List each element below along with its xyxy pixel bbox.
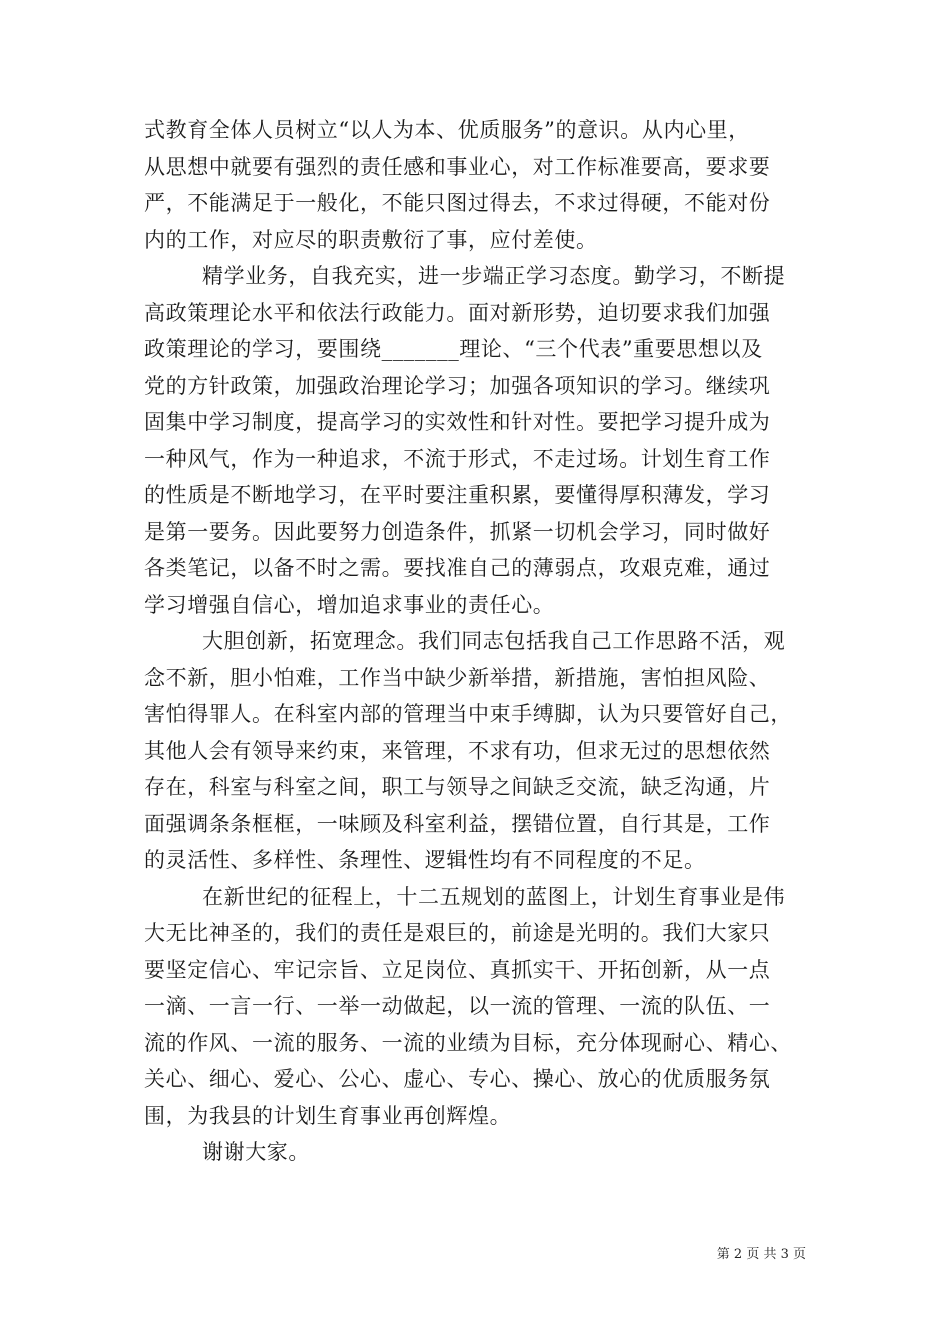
text-line: 围，为我县的计划生育事业再创辉煌。 — [144, 1103, 512, 1128]
paragraph — [144, 879, 824, 1135]
text-line: 谢谢大家。 — [202, 1140, 310, 1164]
text-line: 存在，科室与科室之间，职工与领导之间缺乏交流，缺乏沟通，片 — [144, 775, 771, 799]
text-line: 政策理论的学习，要围绕_______理论、“三个代表”重要思想以及 — [144, 337, 763, 361]
text-line: 从思想中就要有强烈的责任感和事业心，对工作标准要高，要求要 — [144, 154, 771, 179]
text-line: 念不新，胆小怕难，工作当中缺少新举措，新措施，害怕担风险、 — [144, 665, 771, 690]
text-line: 党的方针政策，加强政治理论学习；加强各项知识的学习。继续巩 — [144, 373, 771, 398]
paragraph — [144, 623, 824, 879]
text-line: 式教育全体人员树立“以人为本、优质服务”的意识。从内心里， — [144, 118, 750, 142]
text-line: 各类笔记，以备不时之需。要找准自己的薄弱点，攻艰克难，通过 — [144, 556, 771, 580]
text-line: 的灵活性、多样性、条理性、逻辑性均有不同程度的不足。 — [144, 848, 706, 872]
text-line: 内的工作，对应尽的职责敷衍了事，应付差使。 — [144, 227, 598, 252]
text-line: 害怕得罪人。在科室内部的管理当中束手缚脚，认为只要管好自己， — [144, 702, 792, 726]
text-line: 流的作风、一流的服务、一流的业绩为目标，充分体现耐心、精心、 — [144, 1030, 792, 1055]
text-line: 一滴、一言一行、一举一动做起，以一流的管理、一流的队伍、一 — [144, 994, 771, 1018]
page-footer: 第 2 页 共 3 页 — [716, 1247, 806, 1262]
paragraph — [144, 112, 824, 258]
text-line: 面强调条条框框，一味顾及科室利益，摆错位置，自行其是，工作 — [144, 811, 771, 836]
text-line: 其他人会有领导来约束，来管理，不求有功，但求无过的思想依然 — [144, 738, 771, 763]
paragraph — [144, 258, 824, 623]
document-body — [144, 112, 824, 1171]
text-line: 精学业务，自我充实，进一步端正学习态度。勤学习，不断提 — [202, 264, 786, 288]
text-line: 在新世纪的征程上，十二五规划的蓝图上，计划生育事业是伟 — [202, 884, 786, 909]
text-line: 严，不能满足于一般化，不能只图过得去，不求过得硬，不能对份 — [144, 191, 771, 215]
paragraph — [144, 1134, 824, 1171]
text-line: 高政策理论水平和依法行政能力。面对新形势，迫切要求我们加强 — [144, 300, 771, 325]
text-line: 要坚定信心、牢记宗旨、立足岗位、真抓实干、开拓创新，从一点 — [144, 957, 771, 982]
text-line: 大胆创新，拓宽理念。我们同志包括我自己工作思路不活，观 — [202, 629, 786, 653]
text-line: 一种风气，作为一种追求，不流于形式，不走过场。计划生育工作 — [144, 446, 771, 471]
text-line: 的性质是不断地学习，在平时要注重积累，要懂得厚积薄发，学习 — [144, 483, 771, 507]
document-page — [144, 112, 824, 1171]
text-line: 是第一要务。因此要努力创造条件，抓紧一切机会学习，同时做好 — [144, 519, 771, 544]
text-line: 关心、细心、爱心、公心、虚心、专心、操心、放心的优质服务氛 — [144, 1067, 771, 1091]
text-line: 学习增强自信心，增加追求事业的责任心。 — [144, 592, 555, 617]
text-line: 固集中学习制度，提高学习的实效性和针对性。要把学习提升成为 — [144, 410, 771, 434]
text-line: 大无比神圣的，我们的责任是艰巨的，前途是光明的。我们大家只 — [144, 921, 771, 945]
